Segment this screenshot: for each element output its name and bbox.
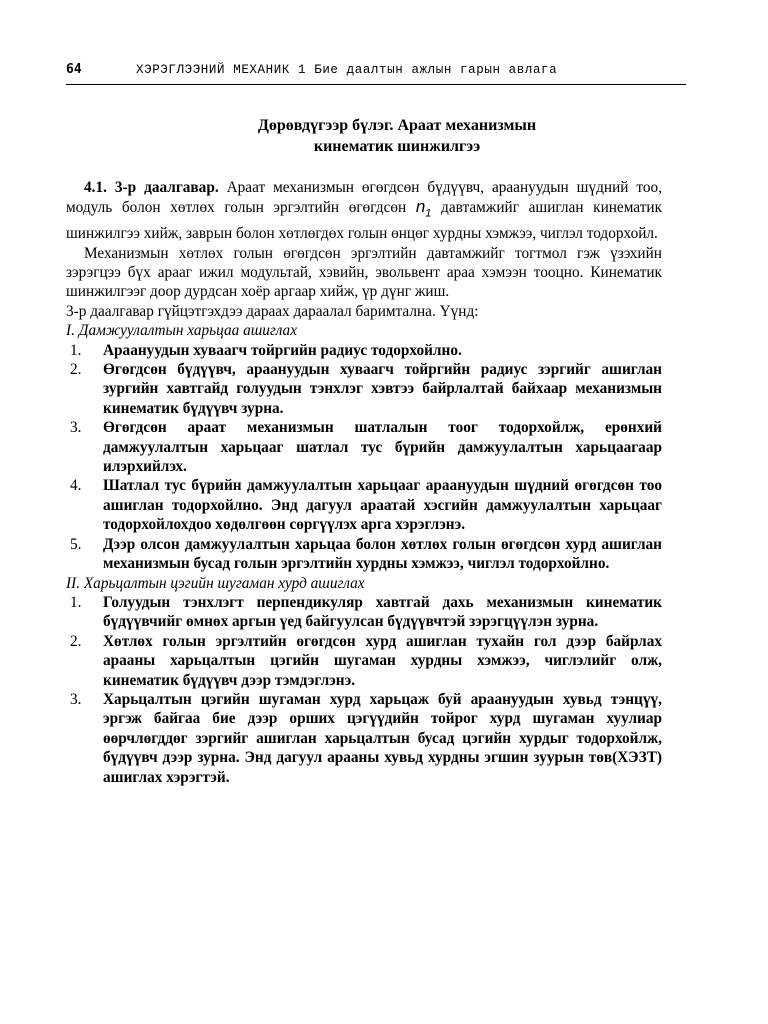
list-item-number: 3. [70, 419, 82, 437]
list-item-text: Хөтлөх голын эргэлтийн өгөгдсөн хурд ашиглан тухайн гол дээр байрлах арааны харьцалтын цэгийн шугаман хурдны хэмжээ, чиглэлийг олж, кинематик бүдүүвч дээр тэмдэглэнэ. [103, 632, 662, 689]
assumptions-paragraph: Механизмын хөтлөх голын өгөгдсөн эргэлтийн давтамжийг тогтмол гэж үзэхийн зэрэгцээ бүх арааг ижил модультай, хэвийн, эвольвент араа хэмээн тооцно. Кинематик шинжилгээг доор дурдсан хоёр аргаар хийж, үр дүнг жиш. [66, 244, 662, 301]
list-item-text: Араануудын хуваагч тойргийн радиус тодорхойлно. [103, 341, 462, 359]
task-paragraph [66, 178, 662, 244]
list-item-number: 1. [70, 593, 82, 611]
page-number: 64 [66, 62, 82, 77]
list-item-text: Шатлал тус бүрийн дамжуулалтын харьцааг араануудын шүдний өгөгдсөн тоо ашиглан тодорхойлно. Энд дагуул араатай хэсгийн дамжуулалтын харьцааг тодорхойлохдоо хөдөлгөөн сөргүүлэх арга хэрэглэнэ. [103, 477, 662, 534]
list-item [66, 341, 662, 360]
n1-symbol-letter: n [415, 197, 426, 217]
task-text-a: Араат механизмын өгөгдсөн бүдүүвч, араануудын шүдний тоо, модуль болон хөтлөх голын эргэлтийн өгөгдсөн [66, 179, 662, 217]
list-item [66, 632, 662, 690]
list-item-text: Өгөгдсөн араат механизмын шатлалын тоог тодорхойлж, ерөнхий дамжуулалтын харьцааг шатлал тус бүрийн дамжуулалтын харьцаагаар илэрхийлэх. [103, 419, 662, 476]
list-item [66, 360, 662, 418]
chapter-title [66, 115, 728, 157]
list-item [66, 593, 662, 632]
page-body [66, 178, 662, 787]
section2-list [66, 593, 662, 787]
task-text-b: давтамжийг ашиглан кинематик шинжилгээ хийж, заврын болон хөтлөгдөх голын өнцөг хурдны хэмжээ, чиглэл тодорхойл. [66, 199, 662, 243]
page-header [66, 58, 686, 85]
list-item [66, 418, 662, 476]
n1-symbol [415, 197, 432, 220]
task-label: 4.1. 3-р даалгавар. [84, 179, 219, 196]
chapter-title-line1: Дөрөвдүгээр бүлэг. Араат механизмын [257, 117, 537, 134]
list-item-text: Голуудын тэнхлэгт перпендикуляр хавтгай дахь механизмын кинематик бүдүүвчийг өмнөх аргын үед байгуулсан бүдүүвчтэй зэрэгцүүлэн зурна. [103, 593, 662, 631]
section1-list [66, 341, 662, 574]
list-item-text: Дээр олсон дамжуулалтын харьцаа болон хөтлөх голын өгөгдсөн хурд ашиглан механизмын бусад голын эргэлтийн хурдны хэмжээ, чиглэл тодорхойлно. [103, 535, 662, 573]
list-item-number: 2. [70, 632, 82, 650]
procedure-intro: 3-р даалгавар гүйцэтгэхдээ дараах дараалал баримтална. Үүнд: [66, 302, 479, 320]
list-item-text: Өгөгдсөн бүдүүвч, араануудын хуваагч тойргийн радиус зэргийг ашиглан зургийн хавтгайд голуудын тэнхлэг хэвтээ байрлалтай байхаар механизмын кинематик бүдүүвч зурна. [103, 361, 662, 417]
list-item-number: 4. [70, 477, 82, 495]
list-item-text: Харьцалтын цэгийн шугаман хурд харьцаж буй араануудын хувьд тэнцүү, эргэж байгаа бие дээр орших цэгүүдийн тойрог хурд шугаман хуулиар өөрчлөгддөг зэргийг ашиглан харьцалтын бусад цэгийн хурдыг тодорхойлж, бүдүүвч дээр зурна. Энд дагуул арааны хувьд хурдны эгшин зуурын төв(ХЭЗТ) ашиглах хэрэгтэй. [103, 690, 662, 786]
section2-title: II. Харьцалтын цэгийн шугаман хурд ашиглах [66, 574, 365, 592]
running-title: ХЭРЭГЛЭЭНИЙ МЕХАНИК 1 Бие даалтын ажлын гарын авлага [136, 63, 558, 77]
list-item-number: 2. [70, 361, 82, 379]
list-item-number: 3. [70, 690, 82, 708]
chapter-title-line2: кинематик шинжилгээ [313, 138, 481, 155]
list-item [66, 476, 662, 534]
section1-title: I. Дамжуулалтын харьцаа ашиглах [66, 322, 297, 340]
list-item-number: 5. [70, 535, 82, 553]
list-item-number: 1. [70, 341, 82, 359]
n1-symbol-subscript: 1 [425, 207, 432, 220]
list-item [66, 535, 662, 574]
list-item [66, 690, 662, 787]
